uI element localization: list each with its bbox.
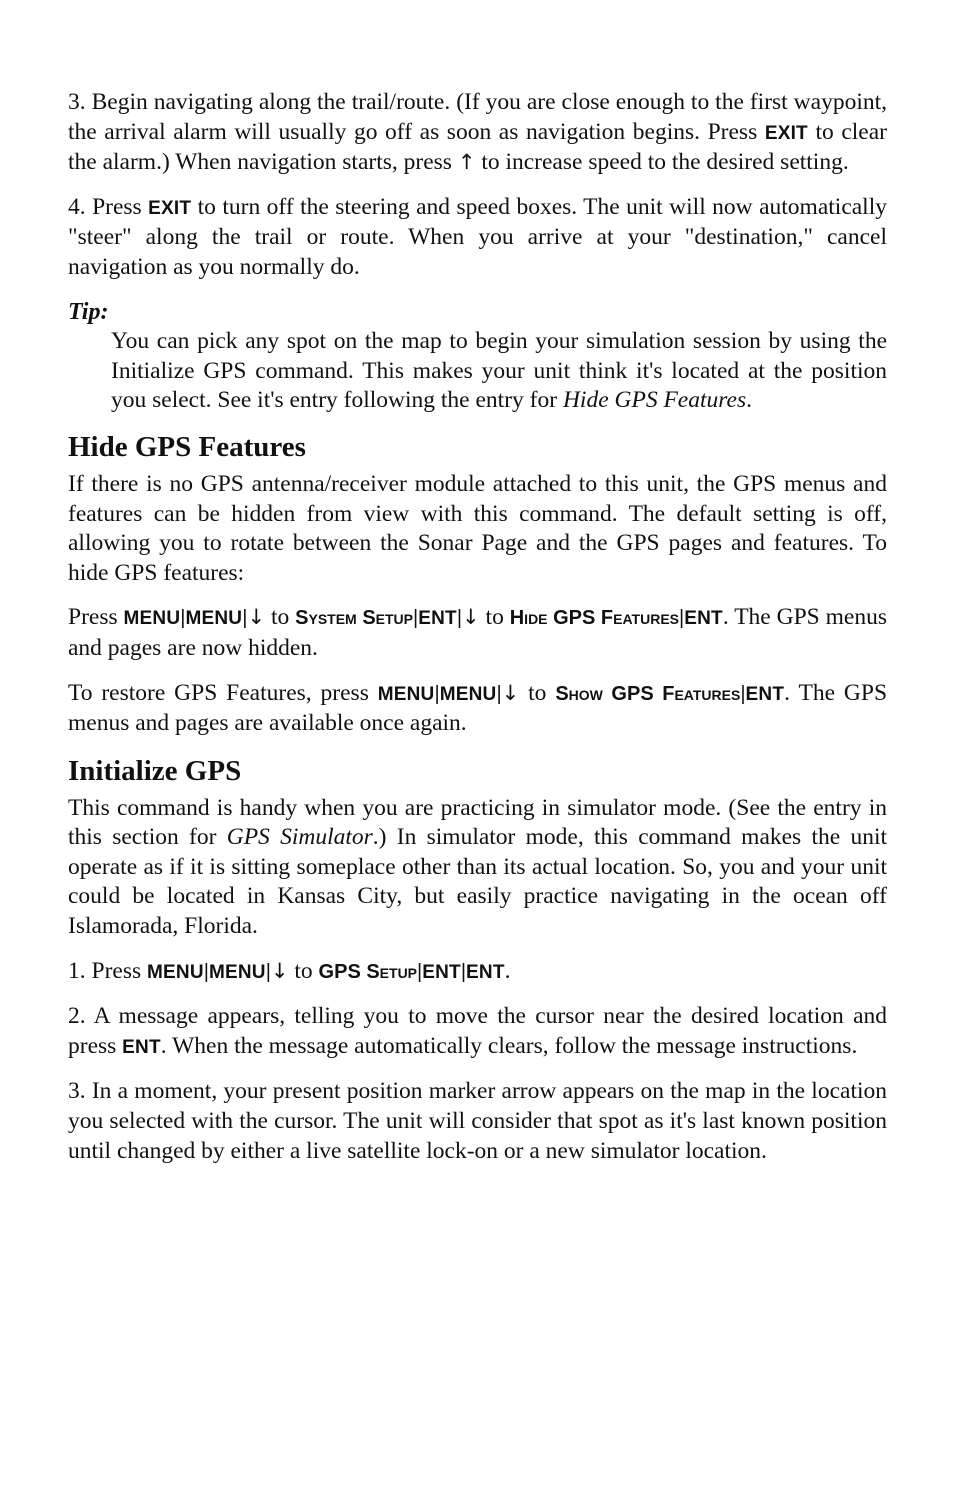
up-arrow-icon: ↑	[457, 150, 476, 175]
show-gps-features-menu-item: Show GPS Features	[555, 682, 741, 705]
hide-gps-key-sequence: Press MENU|MENU|↓ to System Setup|ENT|↓ to Hide GPS Features|ENT. The GPS menus and pages are now hidden.	[68, 604, 888, 661]
down-arrow-icon: ↓	[270, 958, 289, 983]
down-arrow-icon: ↓	[501, 680, 520, 705]
ent-key: ENT	[684, 608, 723, 630]
ent-key: ENT	[422, 961, 461, 983]
exit-key: EXIT	[148, 197, 192, 219]
down-arrow-icon: ↓	[462, 605, 480, 630]
system-setup-menu-item: System Setup	[295, 607, 413, 630]
gps-setup-menu-item: GPS Setup	[318, 960, 418, 983]
manual-page	[68, 88, 887, 1181]
tip-label: Tip:	[68, 298, 109, 325]
step-4-paragraph: 4. Press EXIT to turn off the steering and speed boxes. The unit will now automatically "steer" along the trail or route. When you arrive at your "destination," cancel navigation as you normally do.	[68, 193, 887, 280]
initialize-step-1: 1. Press MENU|MENU|↓ to GPS Setup|ENT|ENT.	[68, 957, 511, 984]
tip-body: You can pick any spot on the map to begin your simulation session by using the Initialize GPS command. This makes your unit think it's located at the position you select. See it's entry following the entry for Hide GPS Features.	[111, 328, 887, 414]
ent-key: ENT	[466, 961, 505, 983]
ent-key: ENT	[122, 1036, 161, 1058]
initialize-step-2: 2. A message appears, telling you to move the cursor near the desired location and press ENT. When the message automatically clears, follow the message instructions.	[68, 1003, 887, 1059]
exit-key: EXIT	[764, 122, 808, 144]
menu-key: MENU	[439, 683, 497, 705]
heading-initialize-gps: Initialize GPS	[68, 754, 242, 787]
menu-key: MENU	[185, 608, 243, 630]
ent-key: ENT	[418, 608, 457, 630]
initialize-gps-intro: This command is handy when you are practicing in simulator mode. (See the entry in this section for GPS Simulator.) In simulator mode, this command makes the unit operate as if it is sitting someplace other than its actual location. So, you and your unit could be located in Kansas City, but easily practice navigating in the ocean off Islamorada, Florida.	[68, 794, 888, 940]
menu-key: MENU	[123, 608, 181, 630]
step-3-paragraph: 3. Begin navigating along the trail/route. (If you are close enough to the first waypoint, the arrival alarm will usually go off as soon as navigation begins. Press EXIT to clear the alarm.) When navigation starts, press ↑ to increase speed to the desired setting.	[68, 89, 887, 176]
menu-key: MENU	[208, 961, 266, 983]
menu-key: MENU	[147, 961, 204, 983]
ent-key: ENT	[745, 683, 785, 705]
initialize-step-3: 3. In a moment, your present position marker arrow appears on the map in the location you selected with the cursor. The unit will consider that spot as it's last known position until changed by either a live satellite lock-on or a new simulator location.	[68, 1078, 887, 1164]
hide-gps-intro: If there is no GPS antenna/receiver module attached to this unit, the GPS menus and features can be hidden from view with this command. The default setting is off, allowing you to rotate between the Sonar Page and the GPS pages and features. To hide GPS features:	[68, 470, 887, 586]
restore-gps-paragraph: To restore GPS Features, press MENU|MENU|↓ to Show GPS Features|ENT. The GPS menus and pages are available once again.	[68, 679, 888, 737]
down-arrow-icon: ↓	[247, 605, 266, 630]
heading-hide-gps-features: Hide GPS Features	[68, 430, 306, 463]
hide-gps-features-menu-item: Hide GPS Features	[509, 607, 680, 630]
menu-key: MENU	[377, 683, 435, 705]
